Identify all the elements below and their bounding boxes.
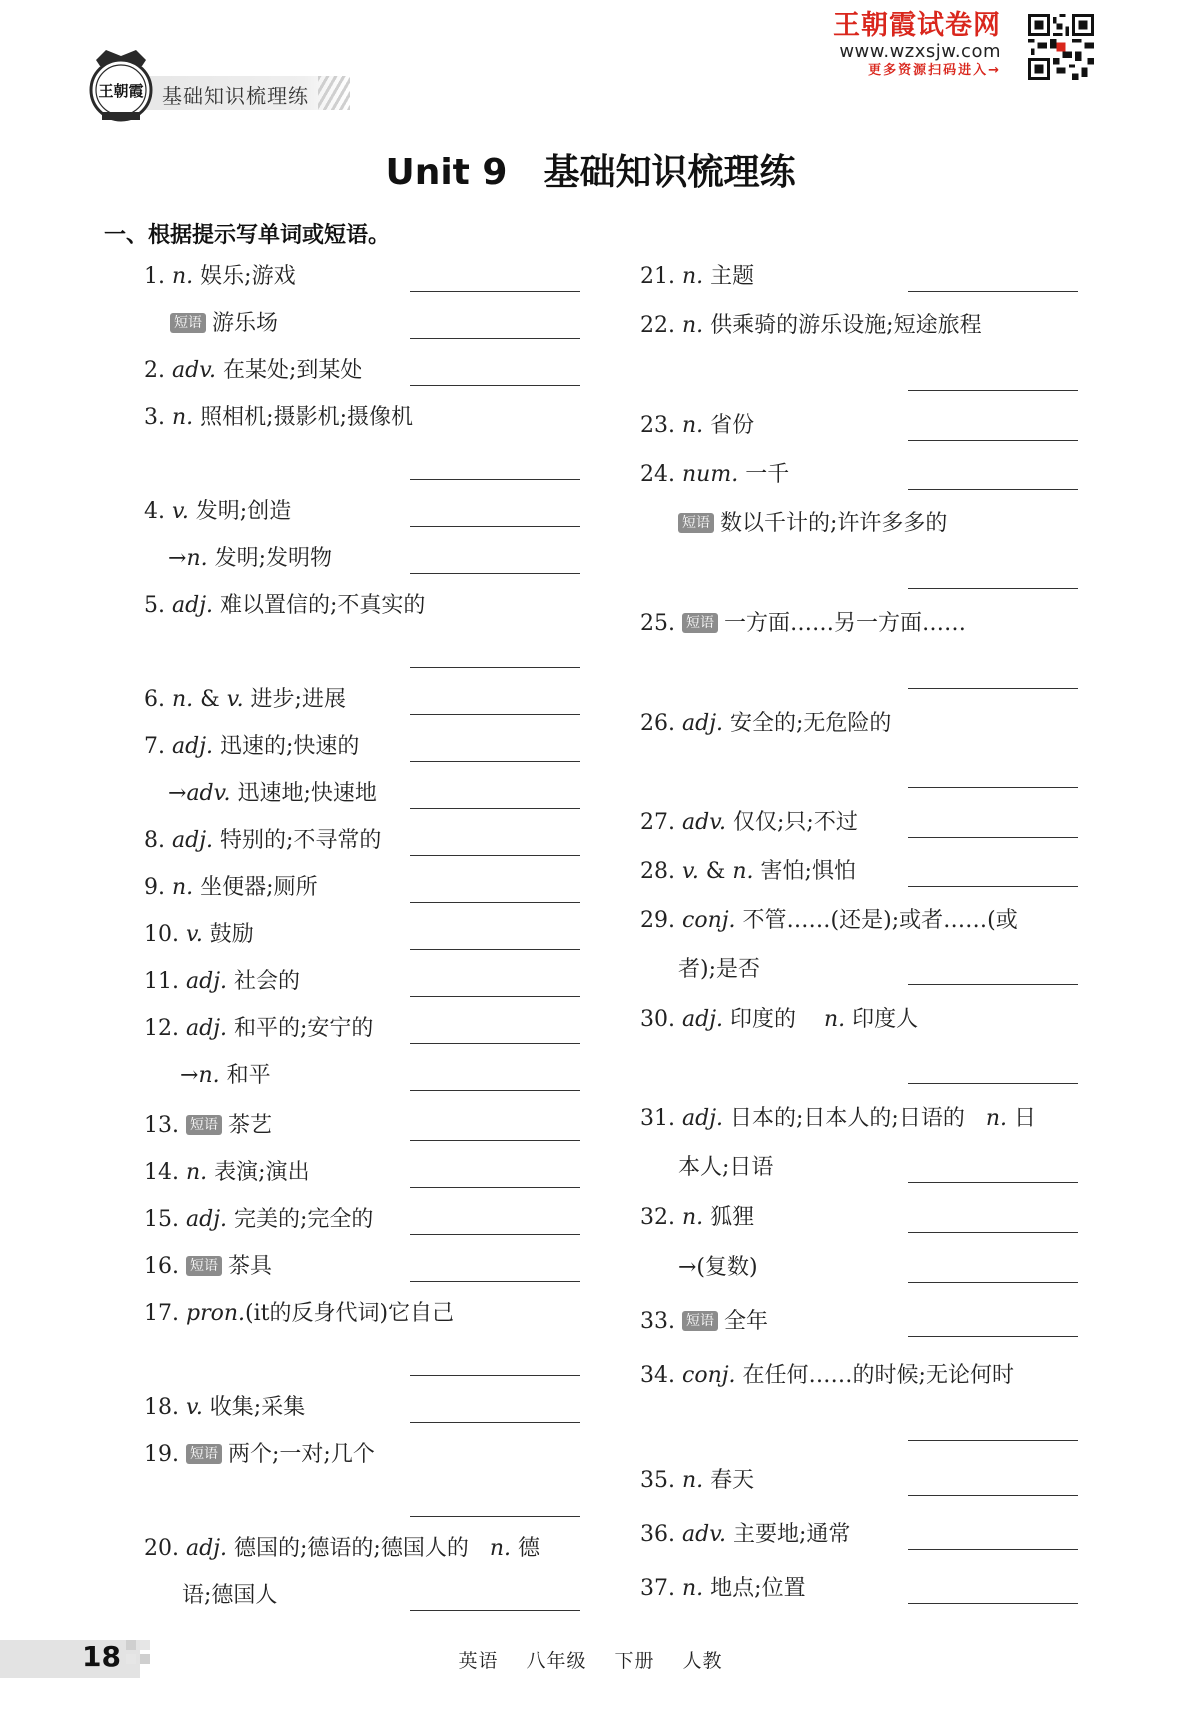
item-33: 33. 短语 全年 bbox=[640, 1309, 769, 1334]
item-36: 36. adv. 主要地;通常 bbox=[640, 1522, 851, 1547]
phrase-tag: 短语 bbox=[186, 1115, 222, 1135]
answer-blank-3[interactable] bbox=[410, 479, 580, 480]
item-34: 34. conj. 在任何……的时候;无论何时 bbox=[640, 1363, 1014, 1388]
item-25: 25. 短语 一方面……另一方面…… bbox=[640, 611, 967, 636]
qr-code-icon[interactable] bbox=[1028, 14, 1094, 80]
answer-blank-4-derived[interactable] bbox=[410, 573, 580, 574]
answer-blank-7-derived[interactable] bbox=[410, 808, 580, 809]
answer-blank-31[interactable] bbox=[908, 1182, 1078, 1183]
item-28: 28. v. & n. 害怕;惧怕 bbox=[640, 859, 856, 884]
item-7: 7. adj. 迅速的;快速的 bbox=[144, 734, 360, 759]
answer-blank-32-plural[interactable] bbox=[908, 1282, 1078, 1283]
item-37: 37. n. 地点;位置 bbox=[640, 1576, 806, 1601]
brand-title: 王朝霞试卷网 bbox=[833, 10, 1001, 41]
answer-blank-27[interactable] bbox=[908, 837, 1078, 838]
item-31: 31. adj. 日本的;日本人的;日语的 n. 日 bbox=[640, 1106, 1036, 1131]
page-number: 18 bbox=[82, 1640, 121, 1673]
answer-blank-8[interactable] bbox=[410, 855, 580, 856]
item-21: 21. n. 主题 bbox=[640, 264, 755, 289]
item-7-derived: →adv. 迅速地;快速地 bbox=[168, 781, 377, 806]
phrase-tag: 短语 bbox=[678, 513, 714, 533]
item-4: 4. v. 发明;创造 bbox=[144, 499, 292, 524]
page-title bbox=[0, 144, 1181, 195]
answer-blank-25[interactable] bbox=[908, 688, 1078, 689]
item-30: 30. adj. 印度的 n. 印度人 bbox=[640, 1007, 919, 1032]
answer-blank-18[interactable] bbox=[410, 1422, 580, 1423]
answer-blank-30[interactable] bbox=[908, 1083, 1078, 1084]
item-18: 18. v. 收集;采集 bbox=[144, 1395, 306, 1420]
footer-info bbox=[0, 1646, 1181, 1673]
item-9: 9. n. 坐便器;厕所 bbox=[144, 875, 318, 900]
answer-blank-28[interactable] bbox=[908, 886, 1078, 887]
answer-blank-22[interactable] bbox=[908, 390, 1078, 391]
item-32-plural: →(复数) bbox=[678, 1255, 758, 1280]
item-10: 10. v. 鼓励 bbox=[144, 922, 254, 947]
item-12-derived: →n. 和平 bbox=[180, 1063, 271, 1088]
item-1-phrase: 短语 游乐场 bbox=[170, 310, 278, 338]
item-29: 29. conj. 不管……(还是);或者……(或 bbox=[640, 908, 1018, 933]
footer-grade: 八年级 bbox=[526, 1650, 587, 1672]
item-2: 2. adv. 在某处;到某处 bbox=[144, 358, 363, 383]
phrase-tag: 短语 bbox=[682, 1311, 718, 1331]
answer-blank-19[interactable] bbox=[410, 1516, 580, 1517]
answer-blank-20[interactable] bbox=[410, 1610, 580, 1611]
answer-blank-15[interactable] bbox=[410, 1234, 580, 1235]
item-35: 35. n. 春天 bbox=[640, 1468, 755, 1493]
item-12: 12. adj. 和平的;安宁的 bbox=[144, 1016, 374, 1041]
phrase-tag: 短语 bbox=[682, 613, 718, 633]
answer-blank-6[interactable] bbox=[410, 714, 580, 715]
answer-blank-36[interactable] bbox=[908, 1549, 1078, 1550]
footer-term: 下册 bbox=[614, 1650, 655, 1672]
answer-blank-35[interactable] bbox=[908, 1495, 1078, 1496]
answer-blank-12-derived[interactable] bbox=[410, 1090, 580, 1091]
answer-blank-10[interactable] bbox=[410, 949, 580, 950]
item-26: 26. adj. 安全的;无危险的 bbox=[640, 711, 892, 736]
item-23: 23. n. 省份 bbox=[640, 413, 755, 438]
item-16: 16. 短语 茶具 bbox=[144, 1254, 273, 1279]
item-14: 14. n. 表演;演出 bbox=[144, 1160, 310, 1185]
item-17: 17. pron.(it的反身代词)它自己 bbox=[144, 1301, 455, 1326]
answer-blank-4[interactable] bbox=[410, 526, 580, 527]
answer-blank-26[interactable] bbox=[908, 787, 1078, 788]
item-24-phrase: 短语 数以千计的;许许多多的 bbox=[678, 510, 947, 538]
answer-blank-37[interactable] bbox=[908, 1603, 1078, 1604]
item-19: 19. 短语 两个;一对;几个 bbox=[144, 1442, 375, 1467]
answer-blank-34[interactable] bbox=[908, 1440, 1078, 1441]
answer-blank-32[interactable] bbox=[908, 1232, 1078, 1233]
item-5: 5. adj. 难以置信的;不真实的 bbox=[144, 593, 426, 618]
item-27: 27. adv. 仅仅;只;不过 bbox=[640, 810, 858, 835]
answer-blank-1[interactable] bbox=[410, 291, 580, 292]
footer-subject: 英语 bbox=[458, 1650, 499, 1672]
answer-blank-13[interactable] bbox=[410, 1140, 580, 1141]
answer-blank-24[interactable] bbox=[908, 489, 1078, 490]
item-15: 15. adj. 完美的;完全的 bbox=[144, 1207, 374, 1232]
item-22: 22. n. 供乘骑的游乐设施;短途旅程 bbox=[640, 313, 982, 338]
answer-blank-23[interactable] bbox=[908, 440, 1078, 441]
item-29-cont: 者);是否 bbox=[678, 957, 760, 982]
answer-blank-29[interactable] bbox=[908, 984, 1078, 985]
brand-tip: 更多资源扫码进入→ bbox=[868, 63, 1001, 78]
item-8: 8. adj. 特别的;不寻常的 bbox=[144, 828, 382, 853]
item-13: 13. 短语 茶艺 bbox=[144, 1113, 273, 1138]
answer-blank-21[interactable] bbox=[908, 291, 1078, 292]
phrase-tag: 短语 bbox=[186, 1444, 222, 1464]
item-24: 24. num. 一千 bbox=[640, 462, 790, 487]
answer-blank-16[interactable] bbox=[410, 1281, 580, 1282]
section-heading: 一、根据提示写单词或短语。 bbox=[104, 223, 391, 248]
brand-seal-logo bbox=[86, 46, 156, 124]
item-11: 11. adj. 社会的 bbox=[144, 969, 301, 994]
item-20-cont: 语;德国人 bbox=[182, 1583, 278, 1608]
title-text: 基础知识梳理练 bbox=[543, 152, 796, 193]
answer-blank-33[interactable] bbox=[908, 1336, 1078, 1337]
header-label: 基础知识梳理练 bbox=[162, 84, 309, 108]
svg-text:王朝霞: 王朝霞 bbox=[98, 82, 144, 100]
item-31-cont: 本人;日语 bbox=[678, 1155, 774, 1180]
title-unit: Unit 9 bbox=[385, 152, 508, 193]
answer-blank-17[interactable] bbox=[410, 1375, 580, 1376]
item-3: 3. n. 照相机;摄影机;摄像机 bbox=[144, 405, 413, 430]
answer-blank-9[interactable] bbox=[410, 902, 580, 903]
answer-blank-14[interactable] bbox=[410, 1187, 580, 1188]
brand-url[interactable]: www.wzxsjw.com bbox=[839, 41, 1001, 62]
phrase-tag: 短语 bbox=[186, 1256, 222, 1276]
footer-edition: 人教 bbox=[682, 1650, 723, 1672]
item-4-derived: →n. 发明;发明物 bbox=[168, 546, 333, 571]
answer-blank-5[interactable] bbox=[410, 667, 580, 668]
header-stripes bbox=[318, 76, 350, 110]
item-32: 32. n. 狐狸 bbox=[640, 1205, 755, 1230]
answer-blank-7[interactable] bbox=[410, 761, 580, 762]
answer-blank-1-phrase[interactable] bbox=[410, 338, 580, 339]
item-20: 20. adj. 德国的;德语的;德国人的 n. 德 bbox=[144, 1536, 540, 1561]
answer-blank-11[interactable] bbox=[410, 996, 580, 997]
item-6: 6. n. & v. 进步;进展 bbox=[144, 687, 346, 712]
item-1: 1. n. 娱乐;游戏 bbox=[144, 264, 296, 289]
brand-block bbox=[833, 10, 1001, 80]
answer-blank-12[interactable] bbox=[410, 1043, 580, 1044]
answer-blank-2[interactable] bbox=[410, 385, 580, 386]
answer-blank-24-phrase[interactable] bbox=[908, 588, 1078, 589]
phrase-tag: 短语 bbox=[170, 313, 206, 333]
